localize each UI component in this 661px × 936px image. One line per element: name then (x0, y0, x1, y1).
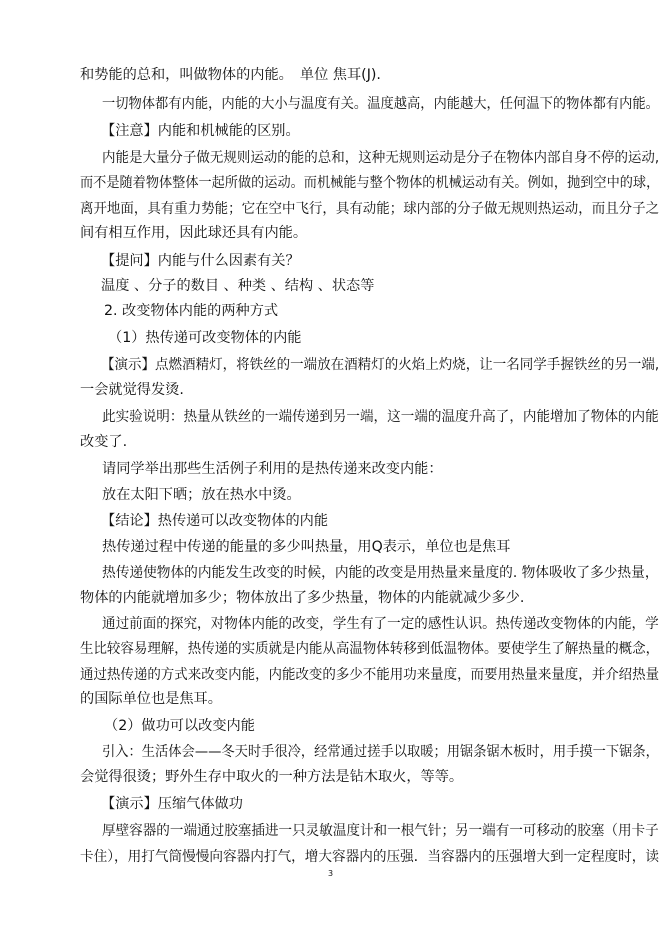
text-line: 【演示】点燃酒精灯，将铁丝的一端放在酒精灯的火焰上灼烧，让一名同学手握铁丝的另一端, (101, 357, 660, 373)
text-line: 卡住），用打气筒慢慢向容器内打气，增大容器内的压强．当容器内的压强增大到一定程度时，读 (80, 849, 659, 865)
text-line: 热传递过程中传递的能量的多少叫热量，用Q表示，单位也是焦耳 (102, 539, 511, 555)
text-line: 改变了. (80, 434, 128, 450)
text-line: 放在太阳下晒；放在热水中烫。 (102, 487, 301, 503)
text-line: 【提问】内能与什么因素有关？ (101, 253, 300, 269)
text-line: 生比较容易理解，热传递的实质就是内能从高温物体转移到低温物体。要使学生了解热量的概念， (80, 641, 660, 657)
text-line: 内能是大量分子做无规则运动的能的总和，这种无规则运动是分子在物体内部自身不停的运动, (102, 150, 660, 166)
text-line: 请同学举出那些生活例子利用的是热传递来改变内能： (102, 461, 443, 477)
subsection-heading: （1）热传递可改变物体的内能 (108, 330, 302, 346)
text-line: 的国际单位也是焦耳。 (80, 691, 222, 707)
page-number: 3 (327, 869, 334, 878)
text-line: 一会就觉得发烫. (80, 382, 184, 398)
text-line: 温度 、分子的数目 、种类 、结构 、状态等 (101, 278, 375, 294)
text-line: 【注意】内能和机械能的区别。 (101, 123, 300, 139)
text-line: 通过热传递的方式来改变内能，内能改变的多少不能用功来量度，而要用热量来量度，并介绍热量 (80, 667, 660, 683)
subsection-heading: （2）做功可以改变内能 (104, 718, 255, 734)
text-line: 物体的内能就增加多少；物体放出了多少热量，物体的内能就减少多少. (80, 590, 525, 606)
section-heading: 2. 改变物体内能的两种方式 (104, 303, 279, 319)
text-line: 【演示】压缩气体做功 (101, 796, 243, 812)
text-line: 通过前面的探究，对物体内能的改变，学生有了一定的感性认识。热传递改变物体的内能，学 (102, 616, 659, 632)
text-line: 一切物体都有内能，内能的大小与温度有关。温度越高，内能越大，任何温下的物体都有内能。 (102, 96, 659, 112)
text-line: 而不是随着物体整体一起所做的运动。而机械能与整个物体的机械运动有关。例如，抛到空中的球， (80, 175, 660, 191)
text-line: 间有相互作用，因此球还具有内能。 (80, 225, 308, 241)
text-line: 会觉得很烫；野外生存中取火的一种方法是钻木取火，等等。 (80, 769, 464, 785)
text-line: 和势能的总和，叫做物体的内能。 单位 焦耳(J). (80, 67, 381, 83)
text-line: 【结论】热传递可以改变物体的内能 (101, 513, 329, 529)
text-line: 此实验说明：热量从铁丝的一端传递到另一端，这一端的温度升高了，内能增加了物体的内能 (102, 409, 659, 425)
text-line: 引入：生活体会——冬天时手很冷，经常通过搓手以取暖；用锯条锯木板时，用手摸一下锯条， (102, 744, 659, 760)
text-line: 离开地面，具有重力势能；它在空中飞行，具有动能；球内部的分子做无规则热运动，而且分子之 (80, 201, 660, 217)
text-line: 厚壁容器的一端通过胶塞插进一只灵敏温度计和一根气针；另一端有一可移动的胶塞（用卡子 (102, 823, 659, 839)
text-line: 热传递使物体的内能发生改变的时候，内能的改变是用热量来量度的. 物体吸收了多少热量， (102, 565, 659, 581)
